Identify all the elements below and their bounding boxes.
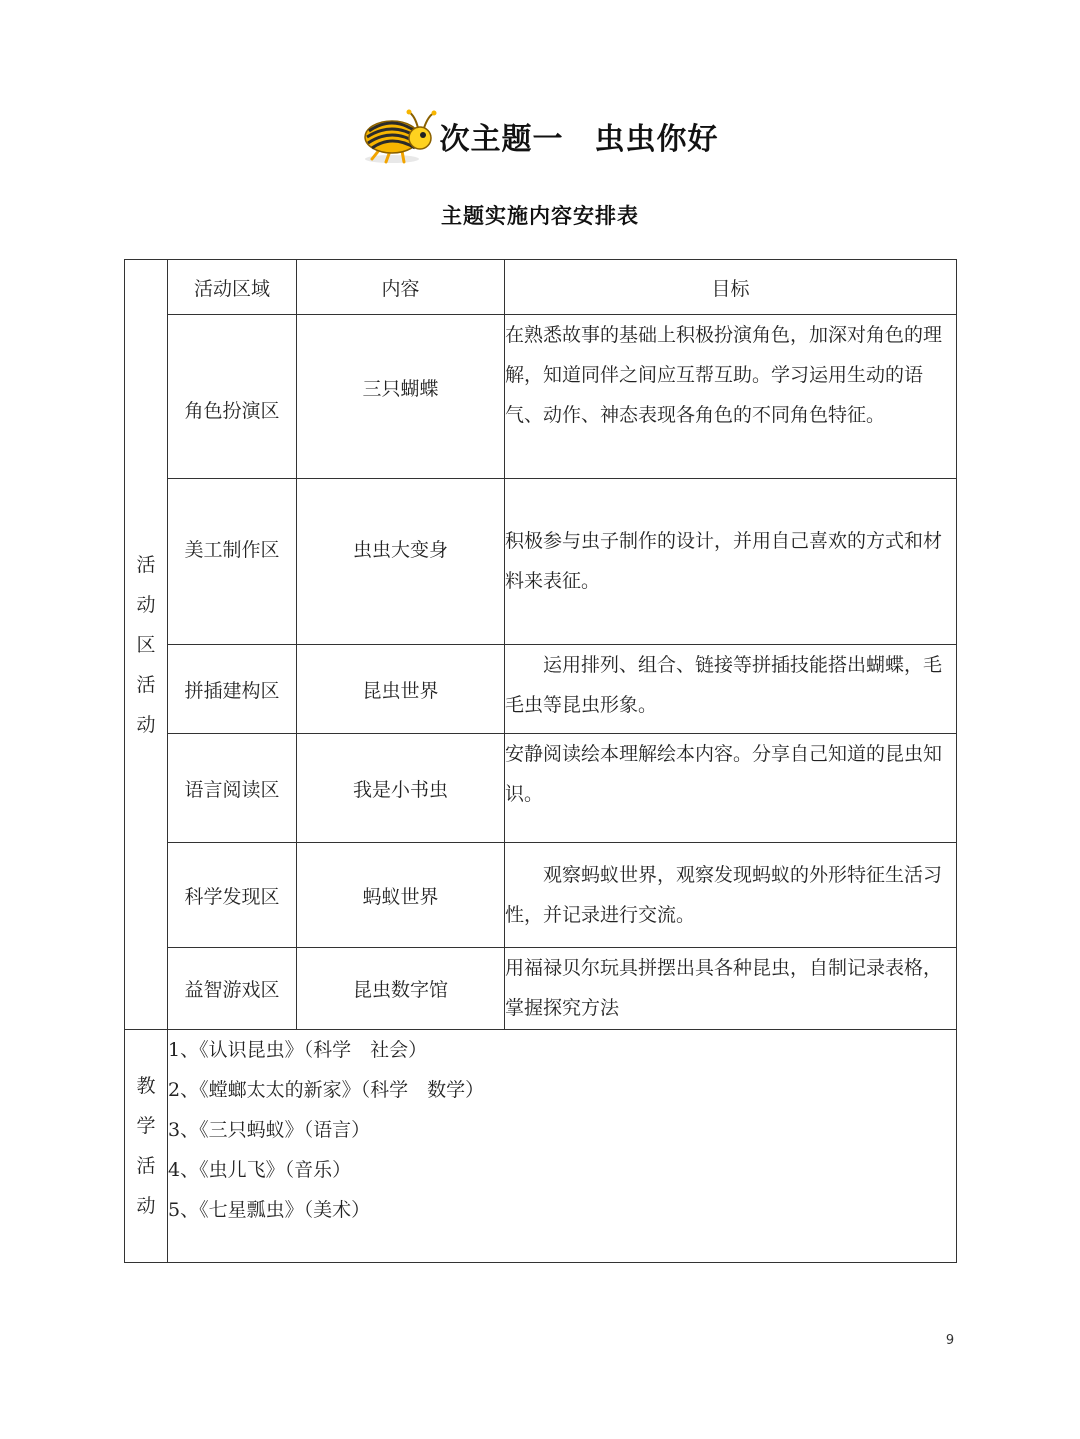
teaching-item: 4、《虫儿飞》（音乐）: [168, 1159, 352, 1181]
area-cell: 益智游戏区: [168, 948, 297, 1030]
content-cell: 昆虫世界: [297, 645, 505, 734]
teaching-item: 5、《七星瓢虫》（美术）: [168, 1199, 371, 1221]
goal-cell: 积极参与虫子制作的设计，并用自己喜欢的方式和材料来表征。: [505, 479, 957, 645]
table-row: [125, 948, 957, 1030]
table-row: [125, 843, 957, 948]
teaching-item: 2、《螳螂太太的新家》（科学 数学）: [168, 1079, 485, 1101]
table-row: [125, 645, 957, 734]
area-cell: 语言阅读区: [168, 734, 297, 843]
title-row: [0, 104, 1080, 168]
area-cell: 角色扮演区: [168, 315, 297, 479]
activity-section-cell: [125, 260, 168, 1030]
table-row: [125, 734, 957, 843]
teaching-row: [125, 1030, 957, 1263]
page-number: 9: [945, 1333, 955, 1348]
teaching-section-cell: [125, 1030, 168, 1263]
teaching-item: 3、《三只蚂蚁》（语言）: [168, 1119, 371, 1141]
table-header-row: [125, 260, 957, 315]
goal-cell: 用福禄贝尔玩具拼摆出具各种昆虫，自制记录表格，掌握探究方法: [505, 948, 957, 1030]
schedule-table: [124, 259, 957, 1263]
goal-cell: 安静阅读绘本理解绘本内容。分享自己知道的昆虫知识。: [505, 734, 957, 843]
teaching-section-label: 教学活动: [136, 1075, 156, 1217]
content-cell: 我是小书虫: [297, 734, 505, 843]
column-header-content: 内容: [297, 260, 505, 315]
teaching-item: 1、《认识昆虫》（科学 社会）: [168, 1039, 428, 1061]
column-header-goal: 目标: [505, 260, 957, 315]
goal-cell: 运用排列、组合、链接等拼插技能搭出蝴蝶，毛毛虫等昆虫形象。: [505, 645, 957, 734]
goal-cell: 观察蚂蚁世界，观察发现蚂蚁的外形特征生活习性，并记录进行交流。: [505, 843, 957, 948]
content-cell: 虫虫大变身: [297, 479, 505, 645]
table-title: 主题实施内容安排表: [441, 204, 639, 228]
goal-cell: 在熟悉故事的基础上积极扮演角色，加深对角色的理解，知道同伴之间应互帮互助。学习运用生动的语气、动作、神态表现各角色的不同角色特征。: [505, 315, 957, 479]
content-cell: 蚂蚁世界: [297, 843, 505, 948]
column-header-area: 活动区域: [168, 260, 297, 315]
teaching-activities-cell: [168, 1030, 957, 1263]
activity-section-label: 活动区活动: [136, 553, 156, 736]
table-row: [125, 315, 957, 479]
content-cell: 三只蝴蝶: [297, 315, 505, 479]
content-cell: 昆虫数字馆: [297, 948, 505, 1030]
table-row: [125, 479, 957, 645]
area-cell: 美工制作区: [168, 479, 297, 645]
area-cell: 拼插建构区: [168, 645, 297, 734]
document-title: 次主题一 虫虫你好: [439, 122, 719, 157]
beetle-icon: [362, 107, 438, 165]
area-cell: 科学发现区: [168, 843, 297, 948]
